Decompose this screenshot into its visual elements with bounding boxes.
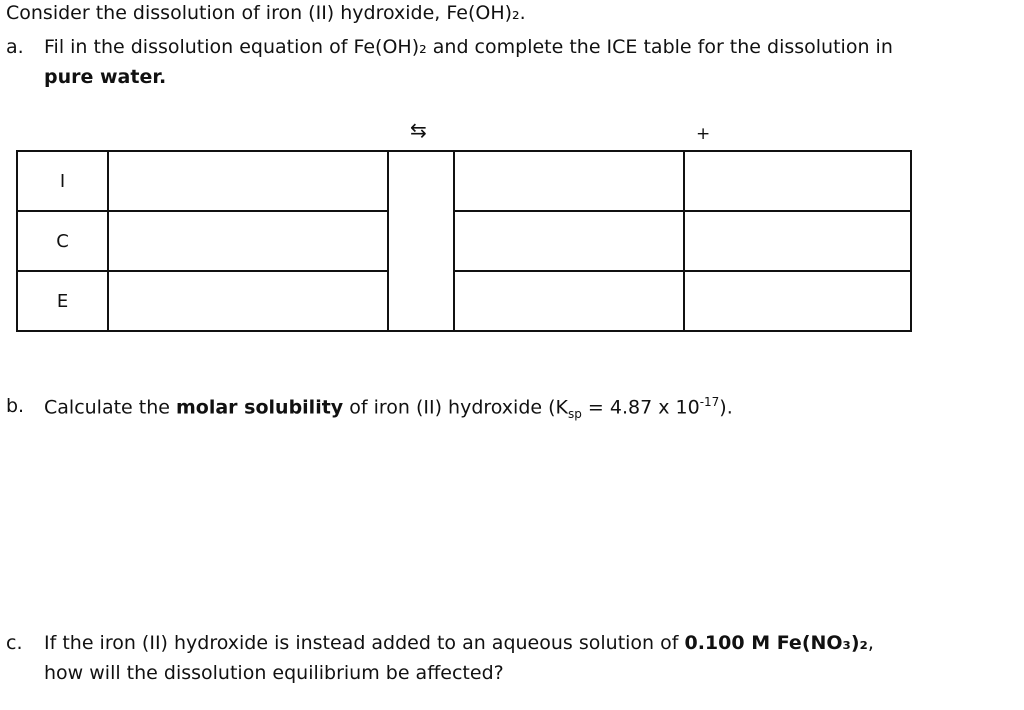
ice-cell-product2[interactable]: [684, 151, 911, 211]
intro-text: Consider the dissolution of iron (II) hydroxide, Fe(OH)₂.: [6, 2, 526, 24]
ice-row-equilibrium: [17, 271, 911, 331]
ice-cell-product2[interactable]: [684, 271, 911, 331]
part-b-bold-term: molar solubility: [176, 396, 344, 419]
ice-arrow-column: [388, 151, 454, 331]
ice-row-label: C: [17, 211, 108, 271]
ice-row-label: I: [17, 151, 108, 211]
ksp-subscript: sp: [568, 407, 582, 422]
plus-sign: +: [696, 124, 711, 144]
part-a-question-line2: pure water.: [44, 66, 167, 88]
equilibrium-arrow-icon: ⇆: [410, 118, 427, 142]
ice-cell-product1[interactable]: [454, 271, 684, 331]
ice-cell-product1[interactable]: [454, 151, 684, 211]
ice-row-label: E: [17, 271, 108, 331]
ice-row-change: [17, 211, 911, 271]
ksp-exponent: -17: [699, 395, 720, 409]
part-b-text: Calculate the: [44, 396, 176, 419]
part-c-marker: c.: [6, 632, 23, 654]
part-b-question: [44, 395, 733, 421]
part-b-marker: b.: [6, 395, 25, 417]
part-c-bold-term: 0.100 M Fe(NO₃)₂: [684, 632, 868, 654]
ice-table: [16, 150, 912, 332]
part-b-text: of iron (II) hydroxide (K: [343, 396, 568, 419]
ice-cell-product1[interactable]: [454, 211, 684, 271]
part-c-question-line1: [44, 632, 874, 654]
ice-cell-product2[interactable]: [684, 211, 911, 271]
part-c-text: If the iron (II) hydroxide is instead added to an aqueous solution of: [44, 632, 685, 654]
ice-cell-reactant[interactable]: [108, 151, 388, 211]
ice-row-initial: [17, 151, 911, 211]
part-a-marker: a.: [6, 36, 24, 58]
ice-cell-reactant[interactable]: [108, 211, 388, 271]
part-b-text: = 4.87 x 10: [581, 396, 700, 419]
part-a-question-line1: Fil in the dissolution equation of Fe(OH)₂ and complete the ICE table for the dissolution in: [44, 36, 893, 58]
part-c-text: ,: [867, 632, 874, 654]
part-b-text: ).: [719, 396, 733, 419]
part-c-question-line2: how will the dissolution equilibrium be affected?: [44, 662, 504, 684]
ice-cell-reactant[interactable]: [108, 271, 388, 331]
